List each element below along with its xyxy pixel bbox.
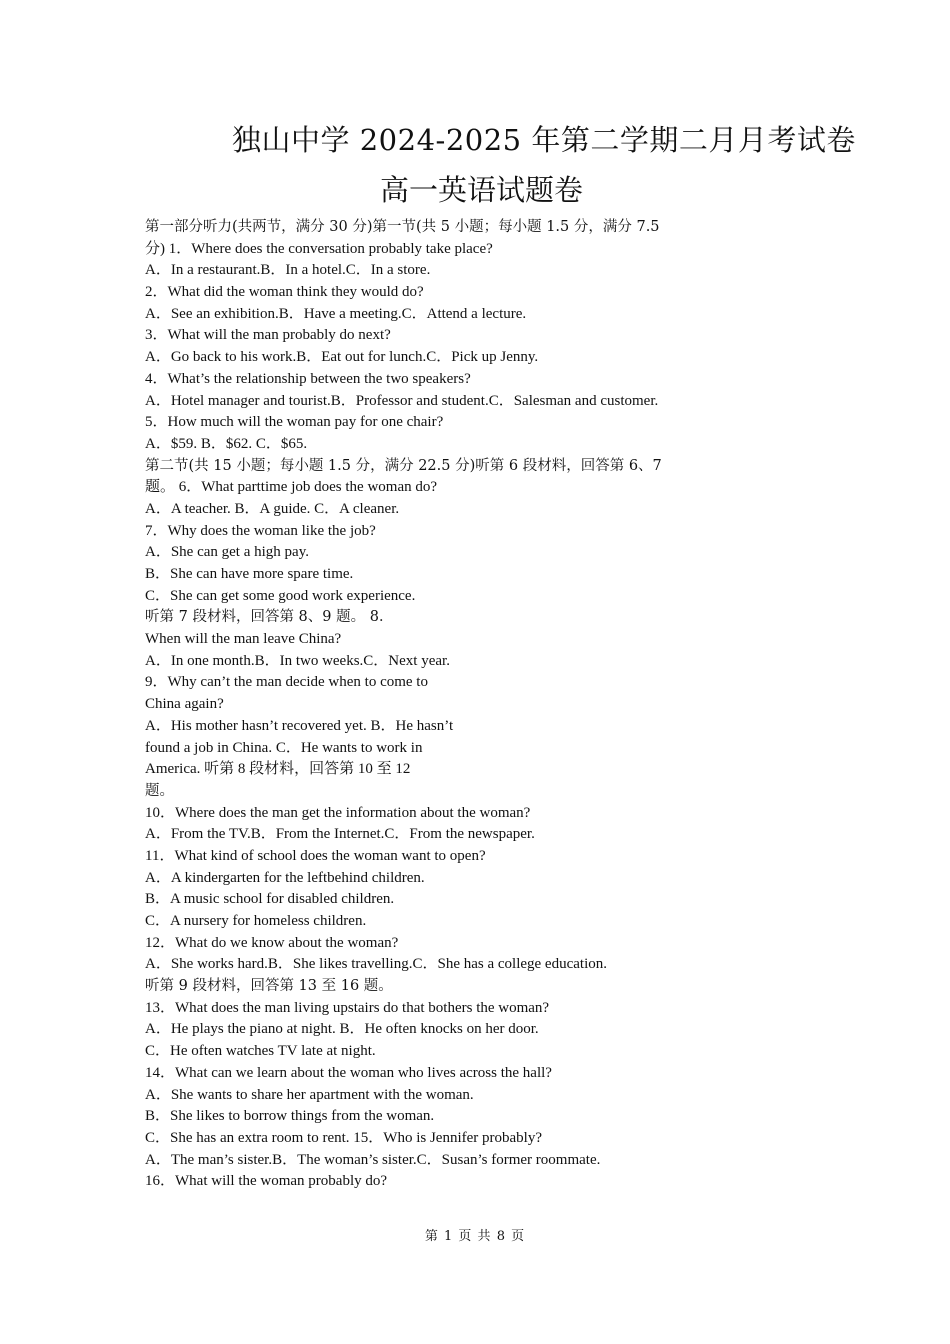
text-line: A．She wants to share her apartment with the woman. bbox=[145, 1086, 474, 1103]
text-line: B．She can have more spare time. bbox=[145, 566, 354, 582]
text-line: 2．What did the woman think they would do? bbox=[145, 284, 424, 301]
text-line: A．In a restaurant.B．In a hotel.C．In a store. bbox=[145, 262, 431, 279]
text-line: America. 听第 8 段材料，回答第 10 至 12 bbox=[145, 761, 411, 778]
text-line: 5．How much will the woman pay for one chair? bbox=[145, 414, 444, 431]
text-line: A．In one month.B．In two weeks.C．Next year. bbox=[145, 652, 450, 669]
text-line: B．A music school for disabled children. bbox=[145, 891, 395, 908]
text-line: C．She can get some good work experience. bbox=[145, 587, 416, 604]
exam-title: 独山中学 2024-2025 年第二学期二月月考试卷 bbox=[232, 123, 856, 157]
text-line: 7．Why does the woman like the job? bbox=[145, 522, 376, 539]
text-line: 第二节(共 15 小题；每小题 1.5 分，满分 22.5 分)听第 6 段材料，回答第 6、7 bbox=[145, 457, 662, 474]
text-line: 10．Where does the man get the information about the woman? bbox=[145, 804, 531, 821]
text-line: A．The man’s sister.B．The woman’s sister.C．Susan’s former roommate. bbox=[145, 1151, 601, 1168]
text-line: 16．What will the woman probably do? bbox=[145, 1173, 388, 1190]
text-line: A．Hotel manager and tourist.B．Professor and student.C．Salesman and customer. bbox=[145, 392, 659, 409]
text-line: 听第 9 段材料，回答第 13 至 16 题。 bbox=[145, 978, 393, 995]
text-line: C．A nursery for homeless children. bbox=[145, 913, 367, 929]
text-line: A．He plays the piano at night. B．He often knocks on her door. bbox=[145, 1021, 539, 1038]
text-line: 题。 bbox=[145, 782, 174, 799]
text-line: 题。 6．What parttime job does the woman do? bbox=[145, 479, 438, 496]
question-body bbox=[145, 217, 815, 1193]
text-line: A．She works hard.B．She likes travelling.C．She has a college education. bbox=[145, 956, 607, 973]
text-line: A．$59. B．$62. C．$65. bbox=[145, 435, 308, 452]
text-line: When will the man leave China? bbox=[145, 631, 342, 648]
text-line: 4．What’s the relationship between the two speakers? bbox=[145, 370, 471, 387]
text-line: 13．What does the man living upstairs do that bothers the woman? bbox=[145, 999, 550, 1016]
text-line: A．A teacher. B．A guide. C．A cleaner. bbox=[145, 500, 400, 517]
text-line: A．A kindergarten for the leftbehind children. bbox=[145, 869, 425, 886]
text-line: 9．Why can’t the man decide when to come to bbox=[145, 674, 428, 691]
text-line: 14．What can we learn about the woman who lives across the hall? bbox=[145, 1064, 552, 1081]
text-line: A．Go back to his work.B．Eat out for lunch.C．Pick up Jenny. bbox=[145, 349, 539, 366]
text-line: 12．What do we know about the woman? bbox=[145, 934, 399, 951]
text-line: A．From the TV.B．From the Internet.C．From the newspaper. bbox=[145, 826, 535, 843]
text-line: C．He often watches TV late at night. bbox=[145, 1043, 376, 1060]
text-line: 第一部分听力(共两节，满分 30 分)第一节(共 5 小题；每小题 1.5 分，满分 7.5 bbox=[145, 219, 660, 235]
text-line: A．She can get a high pay. bbox=[145, 544, 309, 561]
text-line: A．His mother hasn’t recovered yet. B．He hasn’t bbox=[145, 717, 454, 734]
text-line: found a job in China. C．He wants to work in bbox=[145, 739, 423, 756]
text-line: B．She likes to borrow things from the woman. bbox=[145, 1108, 435, 1125]
page-footer: 第 1 页 共 8 页 bbox=[424, 1229, 526, 1244]
text-line: 3．What will the man probably do next? bbox=[145, 327, 391, 344]
exam-subtitle: 高一英语试题卷 bbox=[380, 173, 584, 207]
text-line: 听第 7 段材料，回答第 8、9 题。 8． bbox=[145, 609, 394, 626]
text-line: 分) 1．Where does the conversation probably take place? bbox=[145, 240, 493, 257]
text-line: 11．What kind of school does the woman want to open? bbox=[145, 847, 486, 864]
text-line: China again? bbox=[145, 696, 224, 713]
text-line: A．See an exhibition.B．Have a meeting.C．Attend a lecture. bbox=[145, 305, 527, 322]
text-line: C．She has an extra room to rent. 15．Who is Jennifer probably? bbox=[145, 1129, 542, 1146]
